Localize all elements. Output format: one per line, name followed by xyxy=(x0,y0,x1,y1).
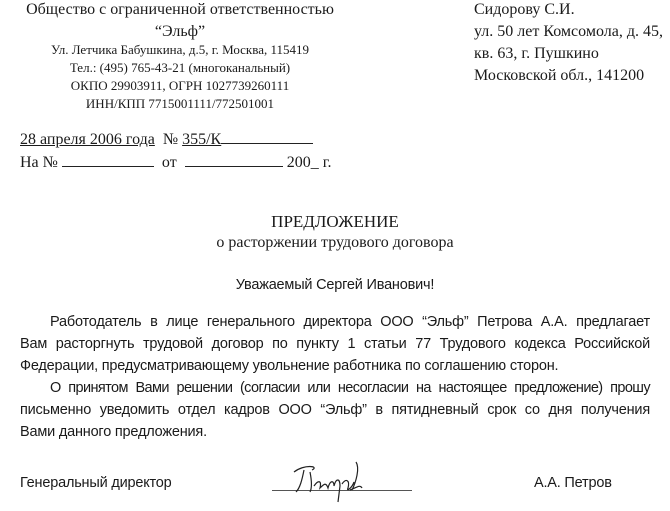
sender-address: Ул. Летчика Бабушкина, д.5, г. Москва, 115419 xyxy=(50,42,310,57)
handwritten-signature xyxy=(290,458,370,508)
reply-year: 200_ г. xyxy=(286,154,332,171)
ref-line xyxy=(20,130,313,150)
body-line: Вами данного предложения. xyxy=(20,424,207,440)
reply-number-blank xyxy=(62,153,154,167)
reply-from-label: от xyxy=(161,154,177,171)
body-line: Вам расторгнуть трудовой договор по пункту 1 статьи 77 Трудового кодекса Российской xyxy=(20,336,650,352)
sender-org: Общество с ограниченной ответственностью xyxy=(26,1,334,18)
document-subtitle: о расторжении трудового договора xyxy=(216,234,454,251)
signature-position: Генеральный директор xyxy=(20,475,172,491)
recipient-name: Сидорову С.И. xyxy=(474,1,575,18)
signature-name: А.А. Петров xyxy=(534,475,612,491)
body-line: письменно уведомить отдел кадров ООО “Эльф” в пятидневный срок со дня получения xyxy=(20,402,650,418)
body-line: Федерации, предусматривающему увольнение работника по соглашению сторон. xyxy=(20,358,559,374)
sender-codes: ОКПО 29903911, ОГРН 1027739260111 xyxy=(70,78,290,93)
document-title: ПРЕДЛОЖЕНИЕ xyxy=(271,212,399,231)
reply-no-label: На № xyxy=(20,154,58,171)
sender-phone: Тел.: (495) 765-43-21 (многоканальный) xyxy=(69,60,291,75)
reply-line xyxy=(20,153,331,173)
recipient-apartment: кв. 63, г. Пушкино xyxy=(474,45,599,62)
recipient-region: Московской обл., 141200 xyxy=(474,67,645,84)
body-line: Работодатель в лице генерального директора ООО “Эльф” Петрова А.А. предлагает xyxy=(50,314,650,330)
ref-no-label: № xyxy=(162,131,179,148)
sender-inn: ИНН/КПП 7715001111/772501001 xyxy=(85,96,275,111)
recipient-street: ул. 50 лет Комсомола, д. 45, xyxy=(474,23,663,40)
ref-number: 355/К xyxy=(182,131,222,148)
reply-date-blank xyxy=(185,153,283,167)
greeting: Уважаемый Сергей Иванович! xyxy=(235,277,435,293)
body-line: О принятом Вами решении (согласии или несогласии на настоящее предложение) прошу xyxy=(50,380,650,396)
ref-date: 28 апреля 2006 года xyxy=(20,131,155,148)
sender-name: “Эльф” xyxy=(154,23,206,40)
